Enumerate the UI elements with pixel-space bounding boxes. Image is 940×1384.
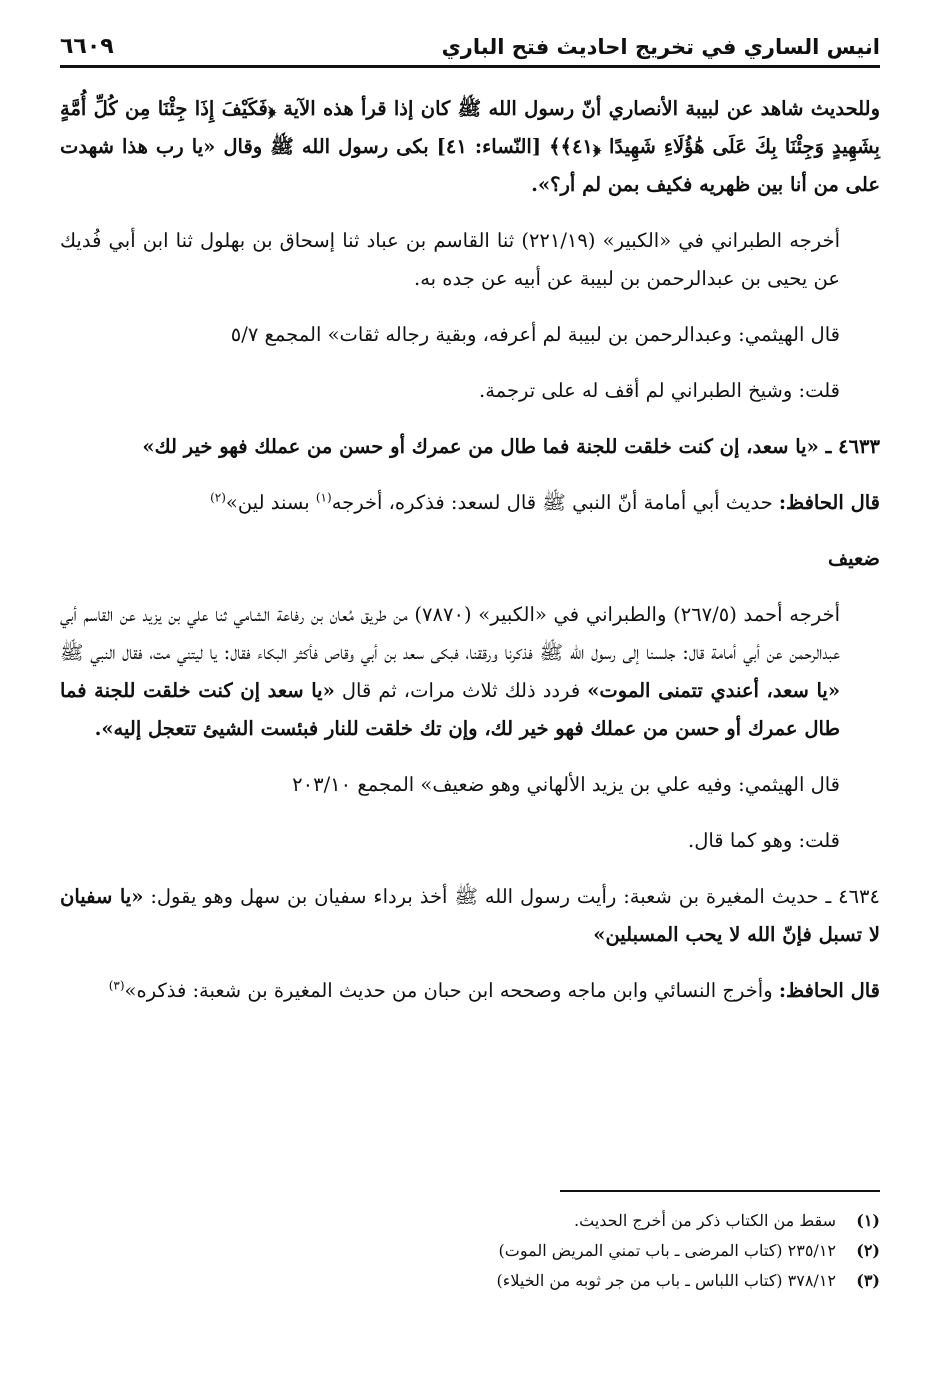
footnote-item — [60, 1236, 880, 1266]
prophetic-quote-1: «يا سعد، أعندي تتمنى الموت» — [587, 679, 841, 702]
footnote-ref-1[interactable]: (١) — [315, 490, 332, 505]
takhrij-text-mid: فردد ذلك ثلاث مرات، ثم قال — [341, 679, 581, 702]
hafiz-comment-4634 — [60, 972, 880, 1010]
footnotes — [60, 1206, 880, 1296]
footnote-item — [60, 1266, 880, 1296]
footnote-divider — [560, 1190, 880, 1192]
paragraph-qultu-2: قلت: وهو كما قال. — [688, 829, 840, 852]
footnote-text: ٢٣٥/١٢ (كتاب المرضى ـ باب تمني المريض الموت) — [498, 1241, 836, 1260]
prophetic-quote-2: «يا سعد إن كنت خلقت للجنة فما طال عمرك أو حسن من عملك فهو خير لك، وإن تك خلقت للنار فبئست الشيئ تتعجل إليه». — [60, 679, 840, 740]
hadith-text: ٤٦٣٤ ـ حديث المغيرة بن شعبة: رأيت رسول الله ﷺ أخذ برداء سفيان بن سهل وهو يقول: — [150, 885, 880, 908]
paragraph-shahid: وللحديث شاهد عن لبيبة الأنصاري أنّ رسول الله ﷺ كان إذا قرأ هذه الآية ﴿فَكَيْفَ إِذَا جِئْنَا مِن كُلِّ أُمَّةٍ بِشَهِيدٍ وَجِئْنَا بِكَ عَلَى هَٰؤُلَاءِ شَهِيدًا ﴿٤١﴾﴾ [النّساء: ٤١] بكى رسول الله ﷺ وقال «يا رب هذا شهدت على من أنا بين ظهريه فكيف بمن لم أر؟». — [60, 97, 880, 196]
footnote-ref-3[interactable]: (٣) — [108, 978, 125, 993]
page-number: ٦٦٠٩ — [60, 34, 114, 59]
footnote-text: سقط من الكتاب ذكر من أخرج الحديث. — [574, 1211, 836, 1230]
footnote-number: (١) — [856, 1211, 880, 1230]
main-text — [60, 90, 880, 1028]
prophetic-quote-3: «يا سفيان لا تسبل فإنّ الله لا يحب المسبلين» — [60, 885, 880, 946]
hadith-entry-4633: ٤٦٣٣ ـ «يا سعد، إن كنت خلقت للجنة فما طال من عمرك أو حسن من عملك فهو خير لك» — [142, 435, 880, 458]
running-header — [60, 28, 880, 68]
hadith-entry-4634 — [60, 878, 880, 954]
footnote-number: (٢) — [856, 1241, 880, 1260]
paragraph-takhrij-ahmad — [60, 596, 880, 748]
paragraph-haythami-2: قال الهيثمي: وفيه علي بن يزيد الألهاني وهو ضعيف» المجمع ٢٠٣/١٠ — [292, 773, 840, 796]
hafiz-text: حديث أبي أمامة أنّ النبي ﷺ قال لسعد: فذكره، أخرجه — [331, 491, 773, 514]
footnote-ref-2[interactable]: (٢) — [210, 490, 226, 505]
hafiz-text: وأخرج النسائي وابن ماجه وصححه ابن حبان من حديث المغيرة بن شعبة: فذكره» — [124, 979, 773, 1002]
footnote-number: (٣) — [856, 1271, 880, 1290]
footnote-text: ٣٧٨/١٢ (كتاب اللباس ـ باب من جر ثوبه من الخيلاء) — [496, 1271, 836, 1290]
footnote-item — [60, 1206, 880, 1236]
hafiz-label: قال الحافظ: — [778, 491, 880, 514]
paragraph-haythami-1: قال الهيثمي: وعبدالرحمن بن لبيبة لم أعرفه، وبقية رجاله ثقات» المجمع ٥/٧ — [230, 323, 840, 346]
hafiz-comment-4633 — [60, 484, 880, 522]
paragraph-qultu-1: قلت: وشيخ الطبراني لم أقف له على ترجمة. — [479, 379, 840, 402]
grade-label: ضعيف — [827, 547, 880, 570]
hafiz-label: قال الحافظ: — [778, 979, 880, 1002]
paragraph-takhrij-tabarani: أخرجه الطبراني في «الكبير» (٢٢١/١٩) ثنا القاسم بن عباد ثنا إسحاق بن بهلول ثنا ابن أبي فُديك عن يحيى بن عبدالرحمن بن لبيبة عن أبيه عن جده به. — [60, 229, 840, 290]
book-title: انيس الساري في تخريج احاديث فتح الباري — [441, 35, 880, 59]
takhrij-text: أخرجه أحمد (٢٦٧/٥) والطبراني في «الكبير» (٧٨٧٠) من طريق مُعان بن رفاعة الشامي ثنا علي بن يزيد عن القاسم أبي عبدالرحمن عن أبي أمامة قال: جلسنا إلى رسول الله ﷺ فذكرنا ورققنا، فبكى سعد بن أبي وقاص فأكثر البكاء فقال: يا ليتني مت، فقال النبي ﷺ — [60, 603, 840, 664]
hafiz-text-tail: بسند لين» — [225, 491, 310, 514]
